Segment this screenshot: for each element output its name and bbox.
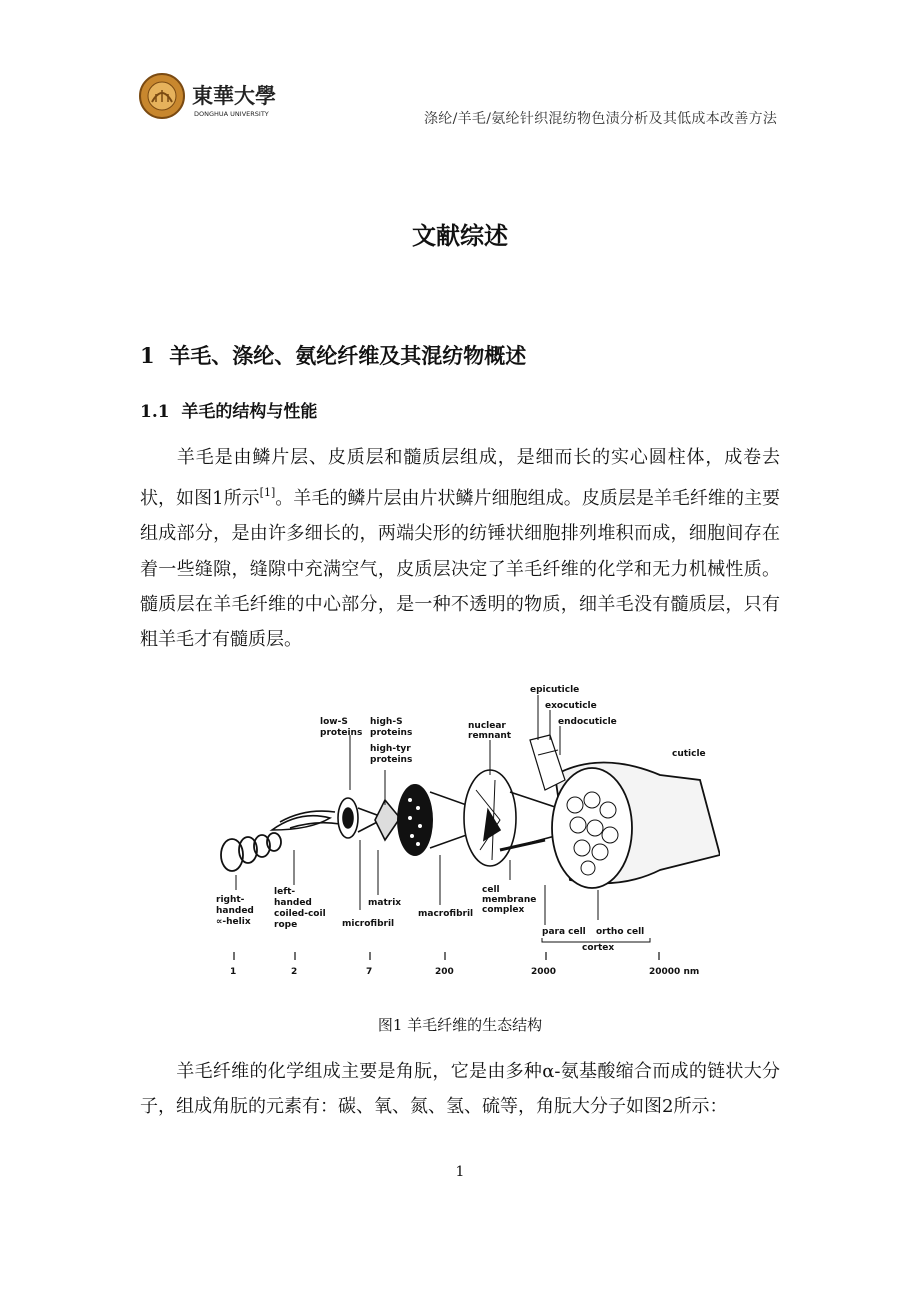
scale-label: 7	[366, 967, 373, 977]
svg-text:proteins: proteins	[370, 755, 413, 765]
label-para-cell: para cell	[542, 927, 586, 937]
svg-text:remnant: remnant	[468, 731, 512, 741]
scale-label: 2000	[531, 967, 557, 977]
label-nuclear-remnant: nuclear	[468, 721, 506, 731]
logo-subtitle: DONGHUA UNIVERSITY	[194, 110, 269, 118]
figure-caption: 图1 羊毛纤维的生态结构	[377, 1016, 543, 1034]
scale-label: 1	[230, 967, 237, 977]
label-cell-membrane-complex: cell	[482, 885, 500, 895]
label-high-tyr: high-tyr	[370, 744, 411, 754]
svg-text:handed: handed	[274, 898, 312, 908]
label-cortex: cortex	[582, 943, 615, 953]
coiled-coil-drawing	[272, 811, 340, 830]
svg-text:proteins: proteins	[370, 728, 413, 738]
body-paragraph: 羊毛纤维的化学组成主要是角朊，它是由多种α-氨基酸缩合而成的链状大分子，组成角朊的元素有：碳、氧、氮、氢、硫等，角朊大分子如图2所示：	[140, 1061, 780, 1118]
svg-text:proteins: proteins	[320, 728, 363, 738]
citation-ref[interactable]: [1]	[259, 486, 276, 500]
svg-text:membrane: membrane	[482, 895, 537, 905]
svg-text:coiled-coil: coiled-coil	[274, 909, 326, 919]
label-ortho-cell: ortho cell	[596, 927, 645, 937]
university-logo	[138, 72, 288, 120]
svg-text:rope: rope	[274, 920, 298, 930]
scale-label: 2	[291, 967, 298, 977]
label-alpha-helix: right-	[216, 895, 245, 905]
chapter-title: 文献综述	[412, 221, 508, 250]
scale-label: 20000 nm	[649, 967, 700, 977]
label-macrofibril: macrofibril	[418, 909, 474, 919]
logo-wordmark: 東華大學	[192, 83, 276, 108]
label-endocuticle: endocuticle	[558, 717, 617, 727]
svg-text:∝-helix: ∝-helix	[216, 917, 251, 927]
section-heading: 1 羊毛、涤纶、氨纶纤维及其混纺物概述	[140, 343, 527, 368]
page-number: 1	[455, 1164, 465, 1180]
label-low-s: low-S	[320, 717, 348, 727]
label-microfibril: microfibril	[342, 919, 395, 929]
size-scale	[234, 952, 659, 960]
label-coiled-coil: left-	[274, 887, 296, 897]
wool-fiber-structure-figure	[200, 680, 720, 980]
label-cuticle: cuticle	[672, 749, 706, 759]
scale-labels	[230, 967, 699, 977]
alpha-helix-drawing	[221, 833, 281, 871]
subsection-heading: 1.1 羊毛的结构与性能	[140, 402, 318, 422]
svg-text:handed: handed	[216, 906, 254, 916]
label-epicuticle: epicuticle	[530, 685, 580, 695]
microfibril-drawing	[338, 798, 400, 840]
label-matrix: matrix	[368, 898, 402, 908]
label-exocuticle: exocuticle	[545, 701, 597, 711]
body-paragraph: 羊毛是由鳞片层、皮质层和髓质层组成，是细而长的实心圆柱体，成卷去状，如图1所示[1]。羊毛的鳞片层由片状鳞片细胞组成。皮质层是羊毛纤维的主要组成部分，是由许多细长的，两端尖形的纺锤状细胞排列堆积而成，细胞间存在着一些缝隙，缝隙中充满空气，皮质层决定了羊毛纤维的化学和无力机械性质。髓质层在羊毛纤维的中心部分，是一种不透明的物质，细羊毛没有髓质层，只有粗羊毛才有髓质层。	[140, 447, 781, 651]
scale-label: 200	[435, 967, 454, 977]
svg-text:complex: complex	[482, 905, 525, 915]
label-high-s: high-S	[370, 717, 403, 727]
running-header: 涤纶/羊毛/氨纶针织混纺物色渍分析及其低成本改善方法	[424, 111, 778, 127]
